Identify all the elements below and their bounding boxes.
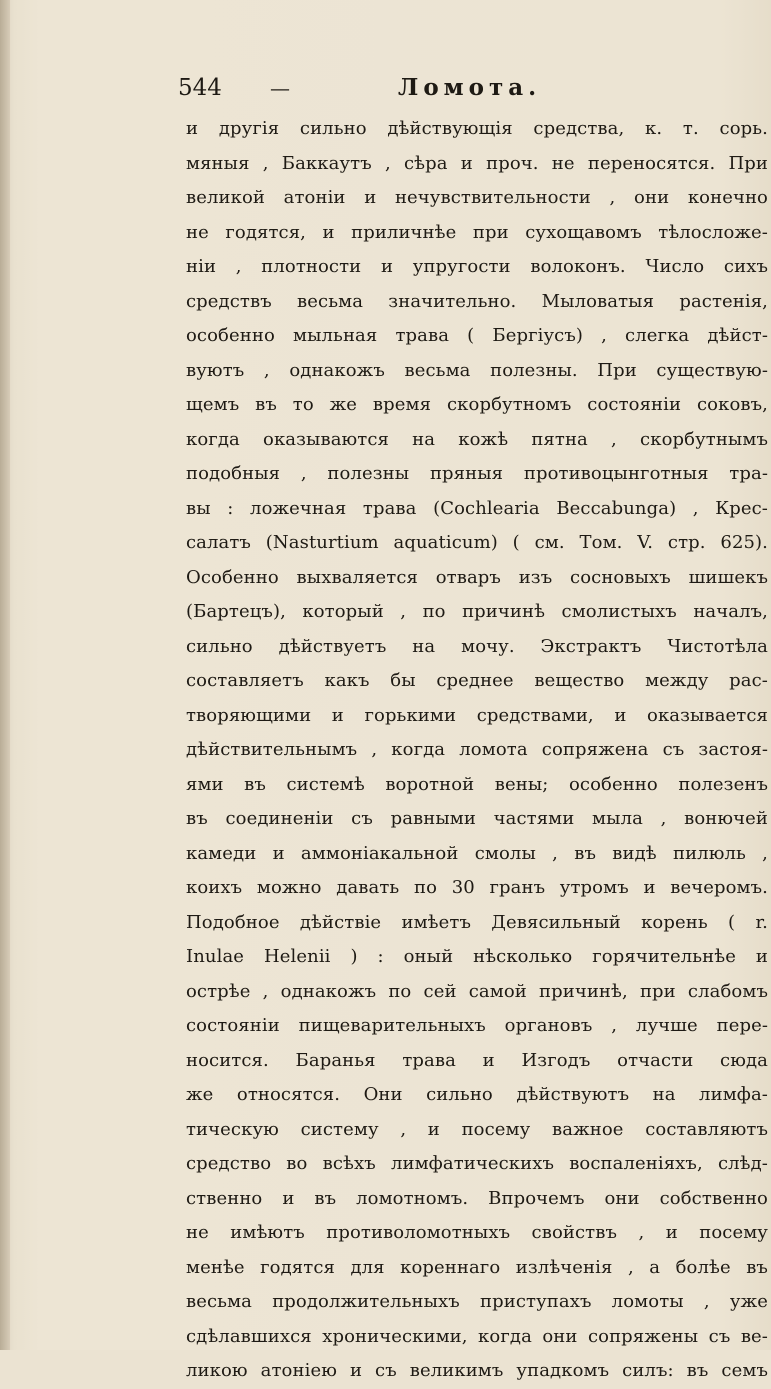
text-line: ликою атоніею и съ великимъ упадкомъ силъ: въ семъ <box>186 1360 768 1381</box>
text-line: средствъ весьма значительно. Мыловатыя растенія, <box>186 290 768 312</box>
text-line: острѣе , однакожъ по сей самой причинѣ, при слабомъ <box>186 980 768 1002</box>
text-line: вы : ложечная трава (Cochlearia Beccabunga) , Крес- <box>186 497 768 519</box>
header-dash: — <box>270 76 290 100</box>
running-title: Ломота. <box>398 74 542 101</box>
page-number: 544 <box>178 75 222 101</box>
text-line: подобныя , полезны пряныя противоцынготныя тра- <box>186 463 768 484</box>
text-line: въ соединеніи съ равными частями мыла , вонючей <box>186 808 768 829</box>
text-line: вуютъ , однакожъ весьма полезны. При существую- <box>186 359 768 381</box>
text-line: коихъ можно давать по 30 гранъ утромъ и вечеромъ. <box>186 877 768 898</box>
text-line: творяющими и горькими средствами, и оказывается <box>186 704 768 726</box>
body-text <box>186 112 768 1389</box>
text-line: Особенно выхваляется отваръ изъ сосновыхъ шишекъ <box>186 566 768 588</box>
text-line: салатъ (Nasturtium aquaticum) ( см. Том. V. стр. 625). <box>186 532 768 553</box>
text-line: великой атоніи и нечувствительности , они конечно <box>186 187 768 208</box>
text-line: дѣйствительнымъ , когда ломота сопряжена съ застоя- <box>186 739 768 760</box>
text-line: и другія сильно дѣйствующія средства, к. т. сорь. <box>186 118 768 139</box>
text-line: носится. Баранья трава и Изгодъ отчасти сюда <box>186 1049 768 1071</box>
text-line: сильно дѣйствуетъ на мочу. Экстрактъ Чистотѣла <box>186 635 768 657</box>
text-line: особенно мыльная трава ( Бергіусъ) , слегка дѣйст- <box>186 325 768 346</box>
text-line: менѣе годятся для кореннаго излѣченія , а болѣе въ <box>186 1256 768 1278</box>
text-line: не имѣютъ противоломотныхъ свойствъ , и посему <box>186 1222 768 1243</box>
text-line: сдѣлавшихся хроническими, когда они сопряжены съ ве- <box>186 1325 768 1347</box>
text-line: состояніи пищеварительныхъ органовъ , лучше пере- <box>186 1015 768 1036</box>
text-line: тическую систему , и посему важное составляютъ <box>186 1118 768 1140</box>
text-line: ственно и въ ломотномъ. Впрочемъ они собственно <box>186 1187 768 1209</box>
text-line: средство во всѣхъ лимфатическихъ воспаленіяхъ, слѣд- <box>186 1153 768 1174</box>
page-header <box>178 70 598 106</box>
text-line: щемъ въ то же время скорбутномъ состояніи соковъ, <box>186 394 768 415</box>
text-line: камеди и аммоніакальной смолы , въ видѣ пилюль , <box>186 842 768 864</box>
text-line: Inulae Helenii ) : оный нѣсколько горячительнѣе и <box>186 946 768 967</box>
text-line: составляетъ какъ бы среднее вещество между рас- <box>186 670 768 691</box>
text-line: (Бартецъ), который , по причинѣ смолистыхъ началъ, <box>186 601 768 622</box>
text-line: когда оказываются на кожѣ пятна , скорбутнымъ <box>186 428 768 450</box>
text-line: ніи , плотности и упругости волоконъ. Число сихъ <box>186 256 768 277</box>
text-line: весьма продолжительныхъ приступахъ ломоты , уже <box>186 1291 768 1312</box>
text-line: Подобное дѣйствіе имѣетъ Девясильный корень ( r. <box>186 911 768 933</box>
text-line: не годятся, и приличнѣе при сухощавомъ тѣлосложе- <box>186 221 768 243</box>
text-line: ями въ системѣ воротной вены; особенно полезенъ <box>186 773 768 795</box>
page-gutter-shadow <box>0 0 10 1350</box>
text-line: мяныя , Баккаутъ , сѣра и проч. не переносятся. При <box>186 152 768 174</box>
text-line: же относятся. Они сильно дѣйствуютъ на лимфа- <box>186 1084 768 1105</box>
